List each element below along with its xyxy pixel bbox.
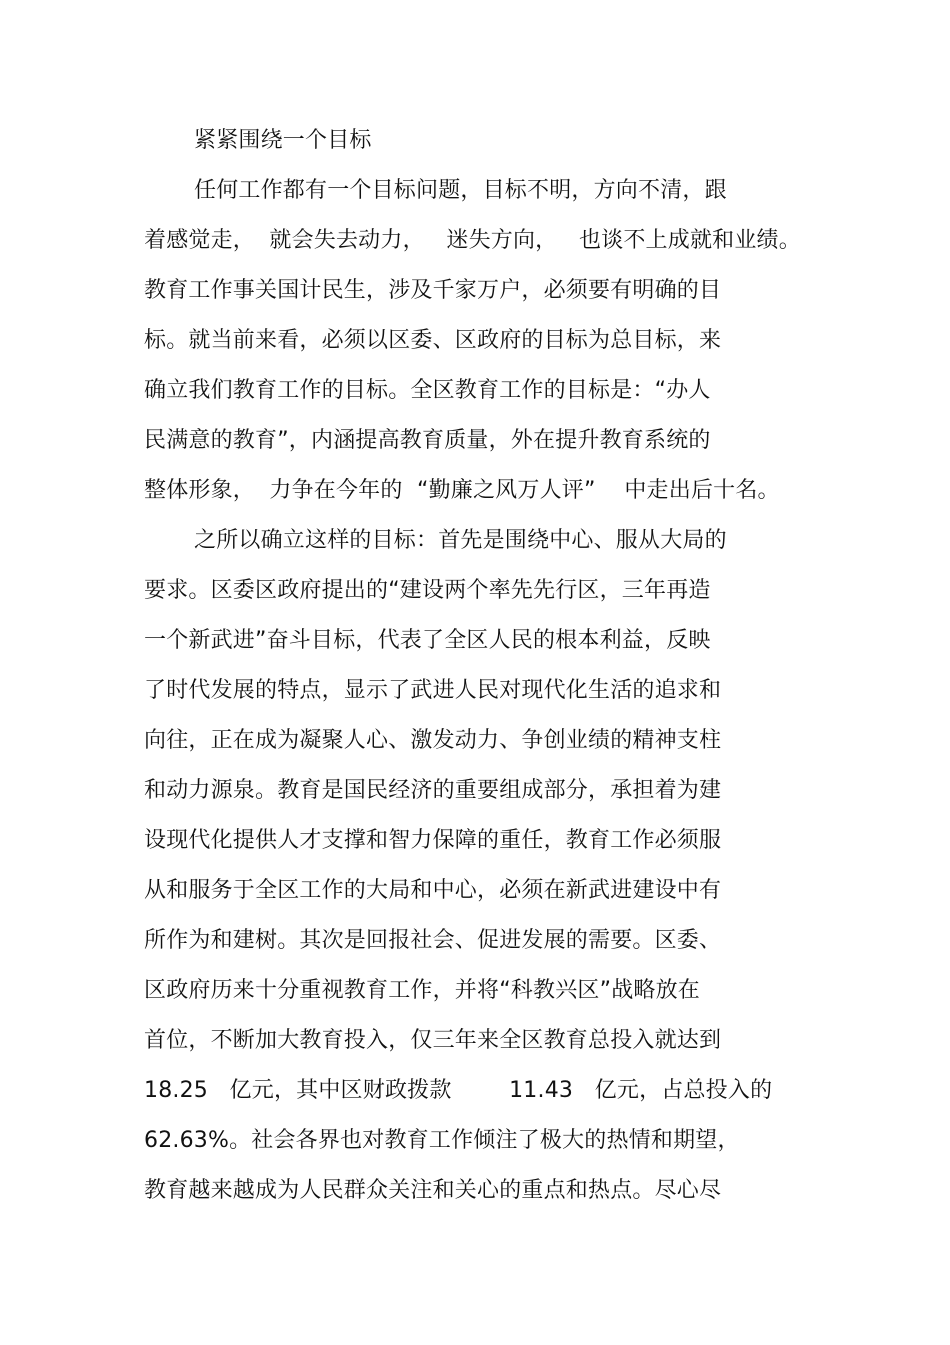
paragraph-line: 所作为和建树。其次是回报社会、促进发展的需要。区委、 xyxy=(144,928,722,953)
paragraph-line: 教育越来越成为人民群众关注和关心的重点和热点。尽心尽 xyxy=(144,1178,722,1203)
section-heading: 紧紧围绕一个目标 xyxy=(194,128,372,153)
paragraph-line: 标。就当前来看，必须以区委、区政府的目标为总目标，来 xyxy=(144,328,722,353)
paragraph-line: 任何工作都有一个目标问题，目标不明，方向不清，跟 xyxy=(194,178,727,203)
paragraph-line: 首位，不断加大教育投入，仅三年来全区教育总投入就达到 xyxy=(144,1028,722,1053)
paragraph-line: 着感觉走， 就会失去动力， 迷失方向， 也谈不上成就和业绩。 xyxy=(144,228,801,253)
paragraph-line: 设现代化提供人才支撑和智力保障的重任，教育工作必须服 xyxy=(144,828,722,853)
paragraph-line: 向往，正在成为凝聚人心、激发动力、争创业绩的精神支柱 xyxy=(144,728,722,753)
paragraph-line: 一个新武进”奋斗目标，代表了全区人民的根本利益，反映 xyxy=(144,628,711,653)
paragraph-line: 整体形象， 力争在今年的 “勤廉之风万人评” 中走出后十名。 xyxy=(144,478,780,503)
paragraph-line: 18.25 亿元，其中区财政拨款 11.43 亿元，占总投入的 xyxy=(144,1078,773,1103)
paragraph-line: 确立我们教育工作的目标。全区教育工作的目标是：“办人 xyxy=(144,378,711,403)
paragraph-line: 教育工作事关国计民生，涉及千家万户，必须要有明确的目 xyxy=(144,278,722,303)
paragraph-line: 要求。区委区政府提出的“建设两个率先先行区，三年再造 xyxy=(144,578,711,603)
paragraph-line: 从和服务于全区工作的大局和中心，必须在新武进建设中有 xyxy=(144,878,722,903)
paragraph-line: 和动力源泉。教育是国民经济的重要组成部分，承担着为建 xyxy=(144,778,722,803)
paragraph-line: 民满意的教育”，内涵提高教育质量，外在提升教育系统的 xyxy=(144,428,711,453)
paragraph-line: 了时代发展的特点，显示了武进人民对现代化生活的追求和 xyxy=(144,678,722,703)
paragraph-line: 之所以确立这样的目标：首先是围绕中心、服从大局的 xyxy=(194,528,727,553)
paragraph-line: 区政府历来十分重视教育工作，并将“科教兴区”战略放在 xyxy=(144,978,700,1003)
paragraph-line: 62.63%。社会各界也对教育工作倾注了极大的热情和期望， xyxy=(144,1128,740,1153)
